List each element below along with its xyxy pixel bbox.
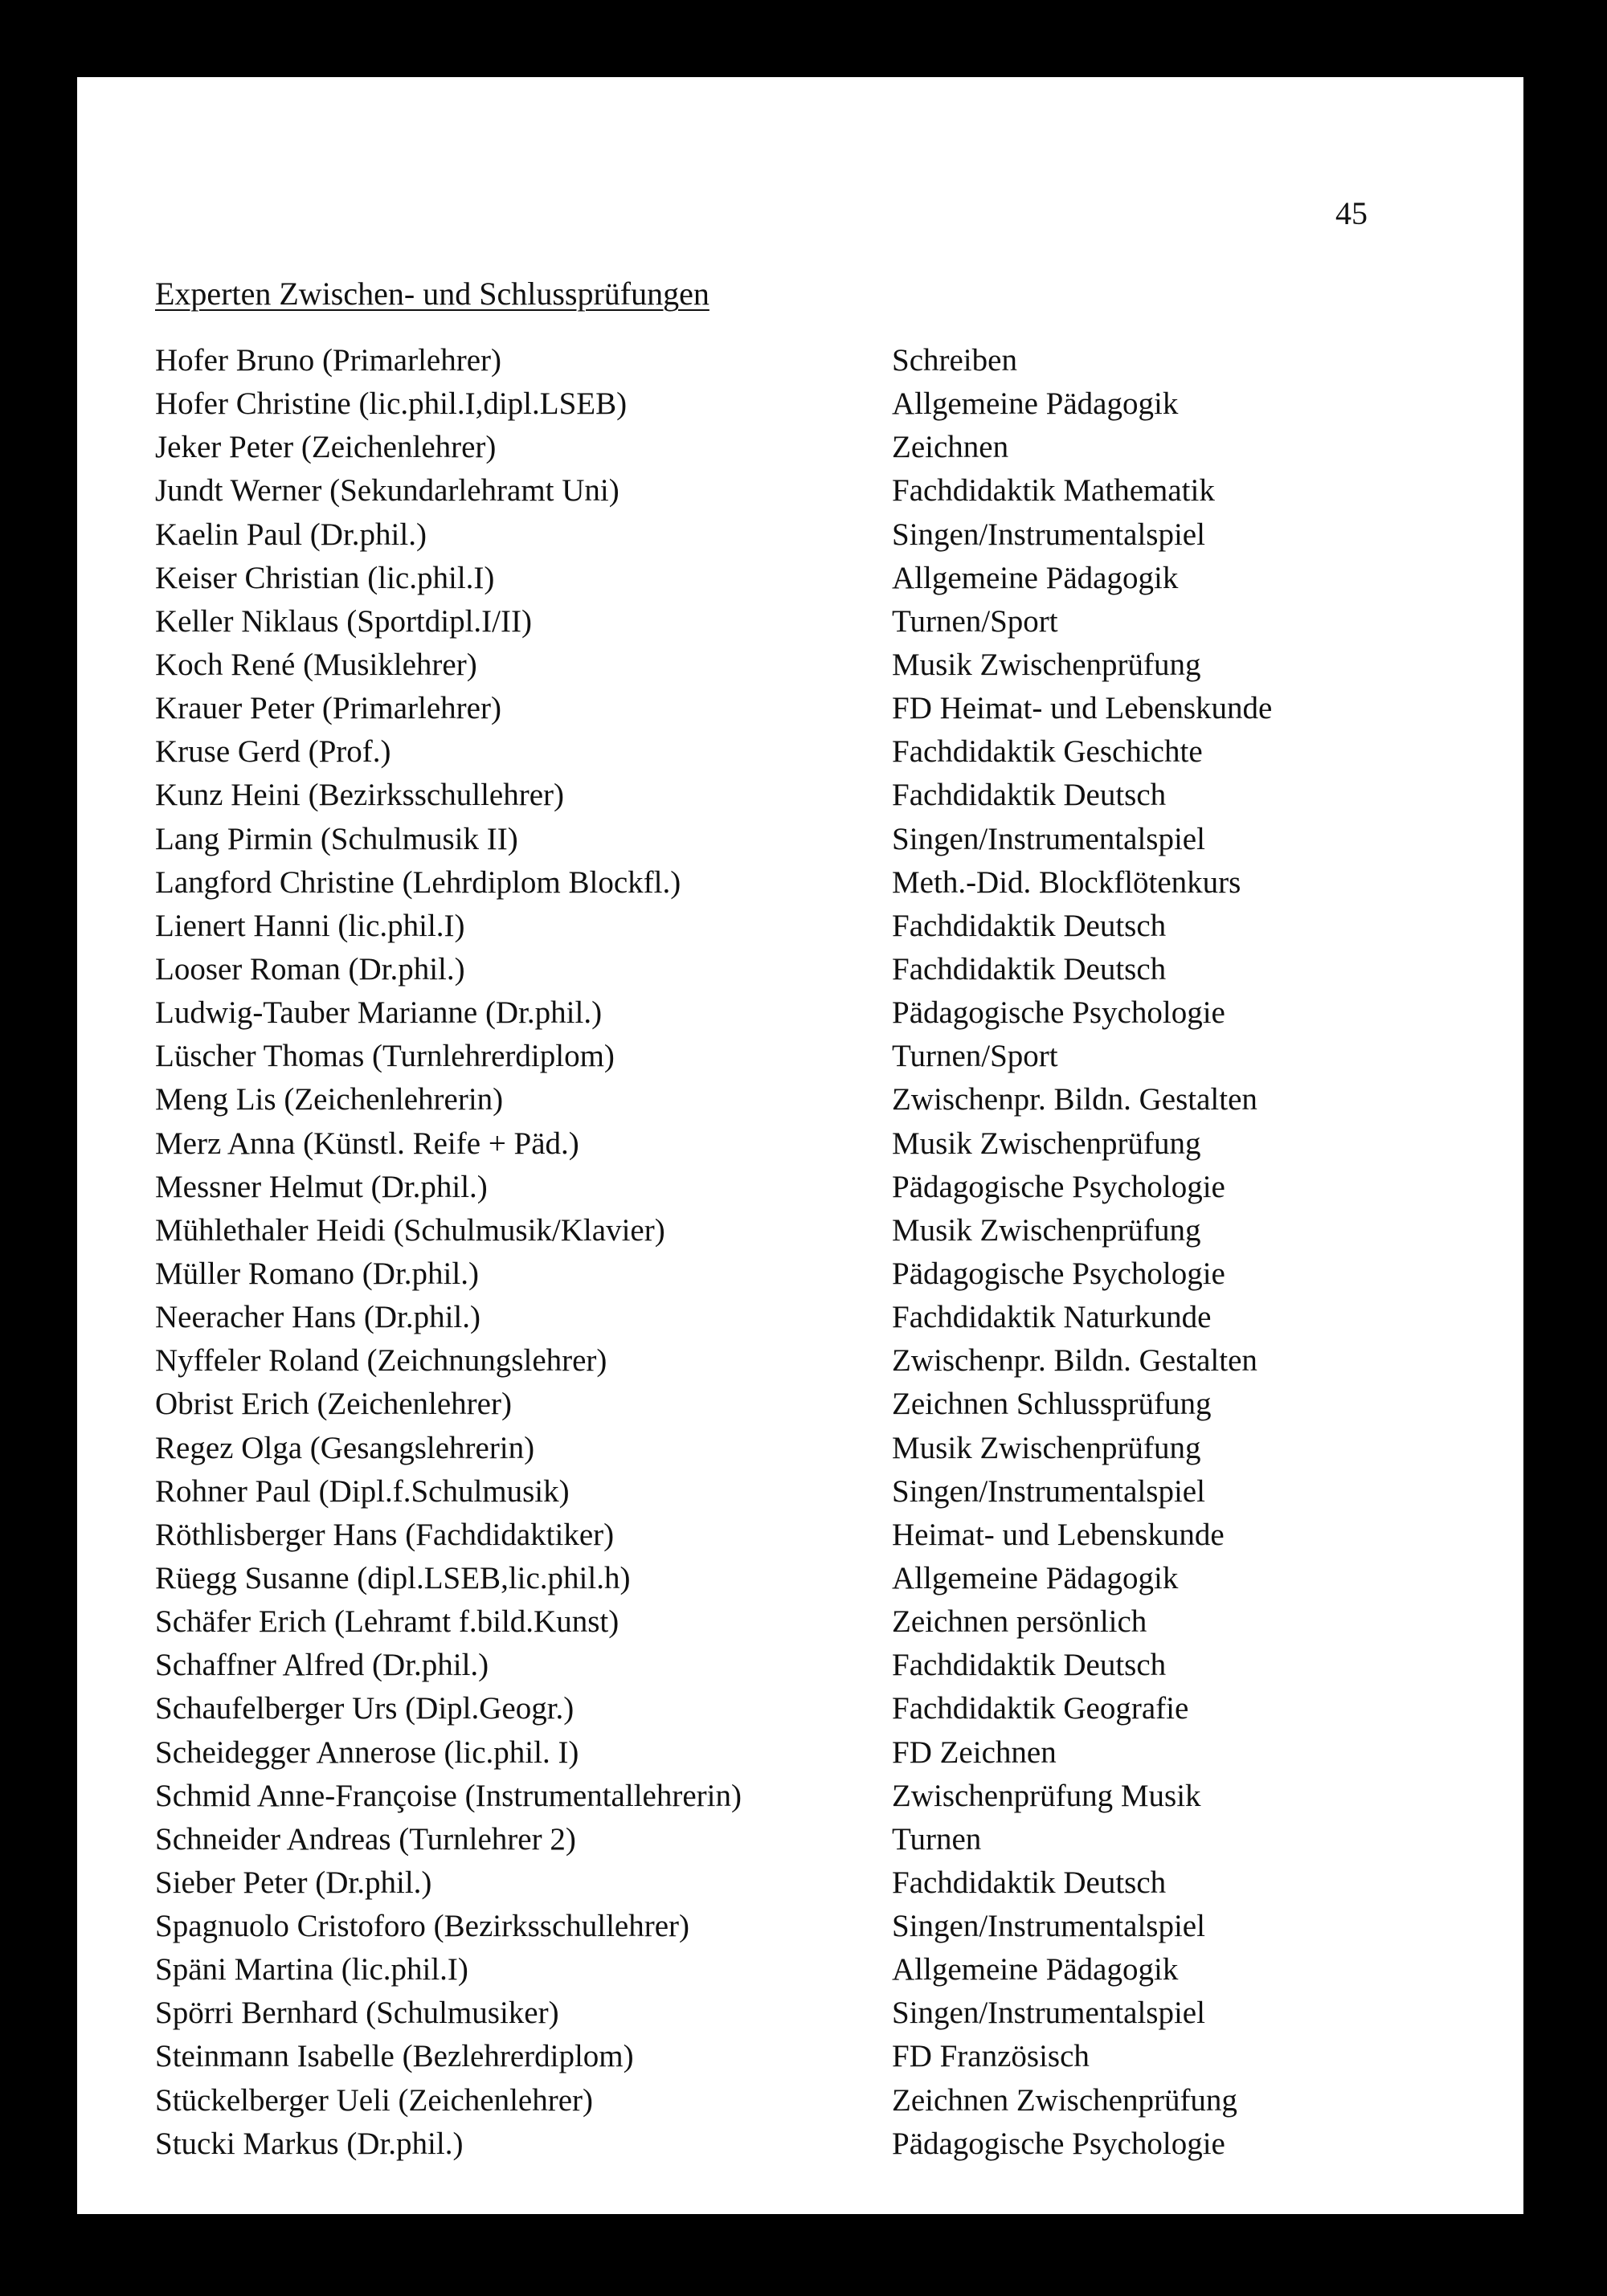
list-item	[155, 1600, 1473, 1644]
expert-subject: Musik Zwischenprüfung	[892, 1430, 1201, 1465]
list-item	[155, 1775, 1473, 1818]
list-item	[155, 382, 1473, 426]
expert-subject: FD Heimat- und Lebenskunde	[892, 691, 1273, 726]
expert-subject: Zeichnen persönlich	[892, 1604, 1147, 1640]
expert-list	[155, 339, 1473, 2166]
list-item	[155, 1166, 1473, 1209]
expert-subject: Singen/Instrumentalspiel	[892, 517, 1205, 552]
expert-subject: Zeichnen Zwischenprüfung	[892, 2082, 1237, 2118]
expert-name: Steinmann Isabelle (Bezlehrerdiplom)	[155, 2039, 634, 2074]
list-item	[155, 426, 1473, 469]
expert-name: Merz Anna (Künstl. Reife + Päd.)	[155, 1126, 579, 1161]
expert-name: Messner Helmut (Dr.phil.)	[155, 1169, 488, 1204]
expert-name: Jeker Peter (Zeichenlehrer)	[155, 430, 497, 465]
expert-subject: Fachdidaktik Naturkunde	[892, 1300, 1212, 1335]
expert-subject: Fachdidaktik Geografie	[892, 1691, 1189, 1726]
expert-subject: Fachdidaktik Geschichte	[892, 734, 1203, 770]
list-item	[155, 1992, 1473, 2035]
expert-subject: Fachdidaktik Mathematik	[892, 473, 1215, 509]
list-item	[155, 2122, 1473, 2166]
expert-subject: Singen/Instrumentalspiel	[892, 1909, 1205, 1944]
expert-subject: Zeichnen Schlussprüfung	[892, 1387, 1212, 1422]
expert-subject: Singen/Instrumentalspiel	[892, 1996, 1205, 2031]
expert-name: Kunz Heini (Bezirksschullehrer)	[155, 778, 564, 813]
expert-subject: Pädagogische Psychologie	[892, 995, 1225, 1031]
list-item	[155, 1861, 1473, 1905]
list-item	[155, 1514, 1473, 1557]
list-item	[155, 513, 1473, 557]
expert-subject: Musik Zwischenprüfung	[892, 647, 1201, 682]
expert-subject: Zwischenpr. Bildn. Gestalten	[892, 1082, 1257, 1117]
list-item	[155, 1687, 1473, 1730]
expert-name: Obrist Erich (Zeichenlehrer)	[155, 1387, 512, 1422]
list-item	[155, 1209, 1473, 1252]
expert-name: Schaufelberger Urs (Dipl.Geogr.)	[155, 1691, 575, 1726]
expert-subject: Musik Zwischenprüfung	[892, 1126, 1201, 1161]
list-item	[155, 905, 1473, 948]
list-item	[155, 687, 1473, 730]
expert-name: Stückelberger Ueli (Zeichenlehrer)	[155, 2082, 594, 2118]
section-heading: Experten Zwischen- und Schlussprüfungen	[155, 276, 709, 312]
document-page	[77, 77, 1523, 2214]
expert-subject: FD Französisch	[892, 2039, 1090, 2074]
expert-subject: Zwischenprüfung Musik	[892, 1778, 1201, 1813]
expert-name: Lüscher Thomas (Turnlehrerdiplom)	[155, 1039, 615, 1074]
expert-name: Lang Pirmin (Schulmusik II)	[155, 821, 518, 856]
expert-subject: Musik Zwischenprüfung	[892, 1212, 1201, 1248]
list-item	[155, 774, 1473, 817]
expert-name: Kruse Gerd (Prof.)	[155, 734, 391, 770]
expert-name: Keiser Christian (lic.phil.I)	[155, 560, 495, 595]
expert-name: Koch René (Musiklehrer)	[155, 647, 477, 682]
expert-name: Späni Martina (lic.phil.I)	[155, 1952, 468, 1988]
list-item	[155, 1252, 1473, 1296]
expert-name: Müller Romano (Dr.phil.)	[155, 1256, 479, 1291]
expert-subject: Singen/Instrumentalspiel	[892, 1473, 1205, 1509]
expert-name: Röthlisberger Hans (Fachdidaktiker)	[155, 1517, 615, 1552]
expert-name: Nyffeler Roland (Zeichnungslehrer)	[155, 1343, 607, 1379]
list-item	[155, 1557, 1473, 1600]
expert-subject: Fachdidaktik Deutsch	[892, 1865, 1167, 1900]
expert-subject: Zeichnen	[892, 430, 1009, 465]
expert-name: Keller Niklaus (Sportdipl.I/II)	[155, 603, 532, 639]
expert-name: Sieber Peter (Dr.phil.)	[155, 1865, 432, 1900]
list-item	[155, 339, 1473, 382]
expert-name: Schneider Andreas (Turnlehrer 2)	[155, 1821, 576, 1857]
list-item	[155, 948, 1473, 991]
list-item	[155, 1818, 1473, 1861]
list-item	[155, 557, 1473, 600]
expert-name: Stucki Markus (Dr.phil.)	[155, 2126, 464, 2161]
expert-subject: Allgemeine Pädagogik	[892, 1560, 1179, 1595]
expert-subject: Turnen/Sport	[892, 603, 1058, 639]
expert-subject: Allgemeine Pädagogik	[892, 1952, 1179, 1988]
page-number: 45	[1335, 195, 1368, 231]
list-item	[155, 1383, 1473, 1426]
expert-subject: FD Zeichnen	[892, 1734, 1057, 1770]
list-item	[155, 991, 1473, 1035]
expert-subject: Pädagogische Psychologie	[892, 1169, 1225, 1204]
expert-name: Rohner Paul (Dipl.f.Schulmusik)	[155, 1473, 570, 1509]
expert-name: Spörri Bernhard (Schulmusiker)	[155, 1996, 559, 2031]
expert-subject: Fachdidaktik Deutsch	[892, 908, 1167, 943]
list-item	[155, 1078, 1473, 1121]
list-item	[155, 818, 1473, 861]
expert-name: Kaelin Paul (Dr.phil.)	[155, 517, 427, 552]
expert-name: Mühlethaler Heidi (Schulmusik/Klavier)	[155, 1212, 665, 1248]
expert-subject: Allgemeine Pädagogik	[892, 386, 1179, 422]
expert-subject: Turnen	[892, 1821, 982, 1857]
expert-name: Krauer Peter (Primarlehrer)	[155, 691, 501, 726]
expert-name: Regez Olga (Gesangslehrerin)	[155, 1430, 535, 1465]
expert-name: Jundt Werner (Sekundarlehramt Uni)	[155, 473, 619, 509]
expert-name: Neeracher Hans (Dr.phil.)	[155, 1300, 480, 1335]
expert-subject: Pädagogische Psychologie	[892, 2126, 1225, 2161]
list-item	[155, 600, 1473, 643]
expert-name: Rüegg Susanne (dipl.LSEB,lic.phil.h)	[155, 1560, 631, 1595]
expert-subject: Turnen/Sport	[892, 1039, 1058, 1074]
expert-name: Scheidegger Annerose (lic.phil. I)	[155, 1734, 579, 1770]
list-item	[155, 1339, 1473, 1383]
expert-subject: Allgemeine Pädagogik	[892, 560, 1179, 595]
list-item	[155, 1427, 1473, 1470]
expert-subject: Fachdidaktik Deutsch	[892, 951, 1167, 987]
expert-name: Schmid Anne-Françoise (Instrumentallehrerin)	[155, 1778, 742, 1813]
expert-name: Meng Lis (Zeichenlehrerin)	[155, 1082, 504, 1117]
expert-name: Hofer Christine (lic.phil.I,dipl.LSEB)	[155, 386, 628, 422]
expert-name: Schäfer Erich (Lehramt f.bild.Kunst)	[155, 1604, 619, 1640]
list-item	[155, 1470, 1473, 1514]
list-item	[155, 2035, 1473, 2078]
list-item	[155, 1731, 1473, 1775]
expert-subject: Heimat- und Lebenskunde	[892, 1517, 1225, 1552]
list-item	[155, 1122, 1473, 1166]
list-item	[155, 730, 1473, 774]
list-item	[155, 643, 1473, 687]
list-item	[155, 861, 1473, 905]
expert-name: Langford Christine (Lehrdiplom Blockfl.)	[155, 864, 681, 900]
expert-subject: Fachdidaktik Deutsch	[892, 778, 1167, 813]
expert-name: Schaffner Alfred (Dr.phil.)	[155, 1648, 489, 1683]
list-item	[155, 1948, 1473, 1992]
expert-subject: Zwischenpr. Bildn. Gestalten	[892, 1343, 1257, 1379]
list-item	[155, 2079, 1473, 2122]
expert-name: Ludwig-Tauber Marianne (Dr.phil.)	[155, 995, 603, 1031]
list-item	[155, 1644, 1473, 1687]
list-item	[155, 1035, 1473, 1078]
expert-name: Hofer Bruno (Primarlehrer)	[155, 343, 501, 378]
expert-name: Lienert Hanni (lic.phil.I)	[155, 908, 465, 943]
expert-name: Looser Roman (Dr.phil.)	[155, 951, 465, 987]
expert-subject: Singen/Instrumentalspiel	[892, 821, 1205, 856]
expert-subject: Schreiben	[892, 343, 1017, 378]
list-item	[155, 1905, 1473, 1948]
list-item	[155, 469, 1473, 513]
list-item	[155, 1296, 1473, 1339]
expert-name: Spagnuolo Cristoforo (Bezirksschullehrer)	[155, 1909, 690, 1944]
expert-subject: Pädagogische Psychologie	[892, 1256, 1225, 1291]
expert-subject: Fachdidaktik Deutsch	[892, 1648, 1167, 1683]
expert-subject: Meth.-Did. Blockflötenkurs	[892, 864, 1241, 900]
